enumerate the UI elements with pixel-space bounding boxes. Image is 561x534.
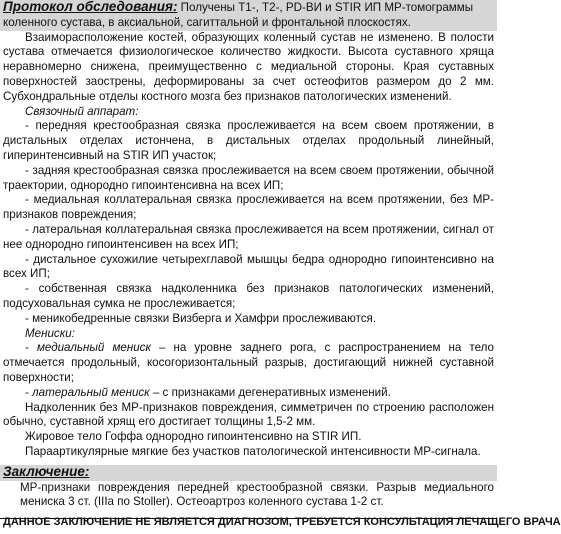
protocol-title: Протокол обследования: <box>3 0 178 14</box>
menisci-header: Мениски: <box>25 326 75 340</box>
lateral-meniscus-text: – с признаками дегенеративных изменений. <box>149 385 391 399</box>
ligament-item: - дистальное сухожилие четырехглавой мышцы бедра однородно гипоинтенсивно на всех ИП; <box>3 252 494 281</box>
paragraph-joint: Взаиморасположение костей, образующих коленный сустав не изменено. В полости сустава отмечается физиологическое количество жидкости. Высота суставного хряща неравномерно снижена, преимущественно с медиальной стороны. Края суставных поверхностей заострены, деформированы за счет остеофитов размером до 2 мм. Субхондральные отделы костного мозга без признаков патологических изменений. <box>3 30 494 103</box>
protocol-intro: Получены Т1-, Т2-, PD-ВИ и STIR ИП МР-томограммы коленного сустава, в аксиальной, сагиттальной и фронтальной плоскостях. <box>3 1 474 29</box>
paragraph-hoffa: Жировое тело Гоффа однородно гипоинтенсивно на STIR ИП. <box>25 430 362 444</box>
conclusion-header <box>0 465 497 481</box>
footer-text: ДАННОЕ ЗАКЛЮЧЕНИЕ НЕ ЯВЛЯЕТСЯ ДИАГНОЗОМ, ТРЕБУЕТСЯ КОНСУЛЬТАЦИЯ ЛЕЧАЩЕГО ВРАЧА <box>3 516 561 529</box>
ligament-item: - передняя крестообразная связка прослеживается на всем своем протяжении, в дистальных отделах истончена, в дистальных отделах продольный линейный, гиперинтенсивный на STIR ИП участок; <box>3 119 494 162</box>
lateral-meniscus: - латеральный мениск – с признаками дегенеративных изменений. <box>25 385 391 399</box>
medial-meniscus-label: медиальный мениск <box>36 341 151 355</box>
ligament-item: - меникобедренные связки Визберга и Хамфри прослеживаются. <box>25 311 377 325</box>
conclusion-text: МР-признаки повреждения передней крестообразной связки. Разрыв медиального мениска 3 ст. (IIIa по Stoller). Остеоартроз коленного сустава 1-2 ст. <box>20 480 494 509</box>
ligament-item: - задняя крестообразная связка прослеживается на всем своем протяжении, обычной траектории, однородно гипоинтенсивна на всех ИП; <box>3 163 494 192</box>
paragraph-patella: Надколенник без МР-признаков повреждения, симметричен по строению расположен обычно, суставной хрящ его достигает толщины 1,5-2 мм. <box>3 400 494 429</box>
ligament-item: - латеральная коллатеральная связка прослеживается на всем протяжении, сигнал от нее однородно гипоинтенсивен на всех ИП; <box>3 222 494 251</box>
footer-disclaimer <box>0 516 561 529</box>
medial-meniscus-text: – на уровне заднего рога, с распространением на тело отмечается продольный, косогоризонтальный разрыв, достигающий нижней суставной поверхности; <box>3 341 494 384</box>
report-body <box>0 31 500 460</box>
paragraph-soft-tissue: Параартикулярные мягкие без участков патологической интенсивности МР-сигнала. <box>25 444 481 458</box>
ligament-item: - собственная связка надколенника без признаков патологических изменений, подсуховальная сумка не прослеживается; <box>3 282 494 310</box>
protocol-header <box>0 0 497 31</box>
medial-meniscus: - медиальный мениск – на уровне заднего рога, с распространением на тело отмечается продольный, косогоризонтальный разрыв, достигающий нижней суставной поверхности; <box>3 341 494 384</box>
ligaments-header: Связочный аппарат: <box>25 104 139 118</box>
conclusion-title: Заключение: <box>3 463 90 479</box>
ligament-item: - медиальная коллатеральная связка прослеживается на всем протяжении, без МР-признаков повреждения; <box>3 193 494 222</box>
lateral-meniscus-label: латеральный мениск <box>32 385 150 399</box>
